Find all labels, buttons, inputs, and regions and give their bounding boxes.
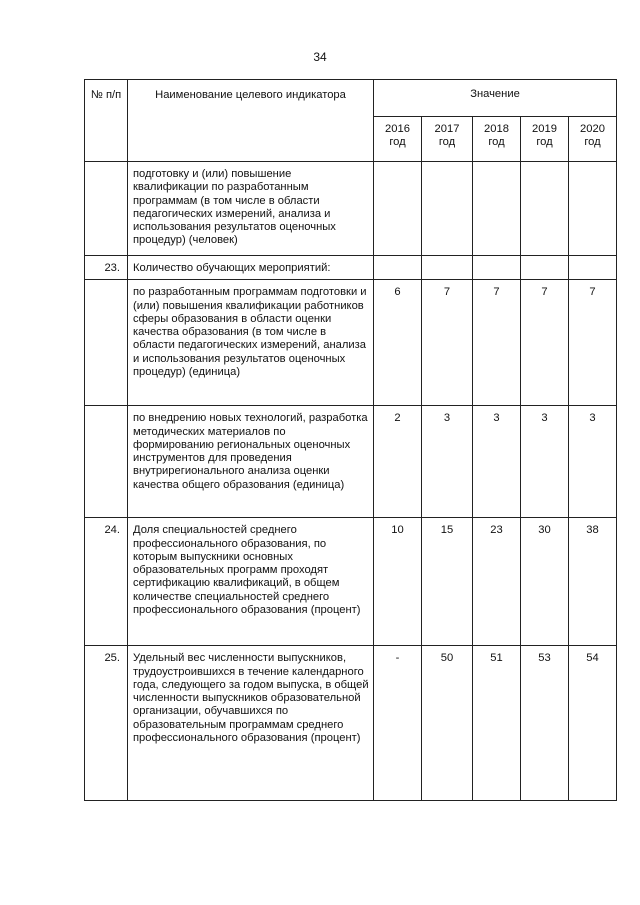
value-2018	[473, 256, 521, 280]
header-value: Значение	[374, 80, 617, 117]
value-2016: 2	[374, 406, 422, 518]
value-2018: 3	[473, 406, 521, 518]
year-label: 2016	[385, 123, 410, 135]
indicator-name: по разработанным программам подготовки и (или) повышения квалификации работников сферы образования в области оценки качества образования (в том числе в области педагогических измерений, анализа и использования результатов оценочных процедур) (единица)	[128, 280, 374, 406]
row-number: 25.	[85, 646, 128, 801]
indicator-name: по внедрению новых технологий, разработка методических материалов по формированию региональных оценочных инструментов для проведения внутрирегионального анализа оценки качества общего образования (единица)	[128, 406, 374, 518]
header-year-2020	[569, 117, 617, 162]
table-row	[85, 518, 617, 646]
table-row	[85, 162, 617, 256]
year-label: 2017	[434, 123, 460, 135]
value-2020: 38	[569, 518, 617, 646]
table-row	[85, 256, 617, 280]
row-number	[85, 162, 128, 256]
value-2019: 30	[521, 518, 569, 646]
value-2020: 54	[569, 646, 617, 801]
value-2017	[422, 162, 473, 256]
value-2018: 51	[473, 646, 521, 801]
value-2016	[374, 256, 422, 280]
year-label: 2020	[580, 123, 605, 135]
header-year-2018	[473, 117, 521, 162]
value-2020: 3	[569, 406, 617, 518]
indicator-name: Доля специальностей среднего профессионального образования, по которым выпускники основных образовательных программ проходят сертификацию квалификаций, в общем количестве специальностей среднего профессионального образования (процент)	[128, 518, 374, 646]
value-2017	[422, 256, 473, 280]
table-row	[85, 646, 617, 801]
indicator-name: Удельный вес численности выпускников, трудоустроившихся в течение календарного года, следующего за годом выпуска, в общей численности выпускников образовательной организации, обучавшихся по образовательным программам среднего профессионального образования (процент)	[128, 646, 374, 801]
header-number: № п/п	[85, 80, 128, 162]
value-2016	[374, 162, 422, 256]
row-number: 24.	[85, 518, 128, 646]
value-2019: 53	[521, 646, 569, 801]
row-number	[85, 406, 128, 518]
indicator-name: подготовку и (или) повышение квалификации по разработанным программам (в том числе в области педагогических измерений, анализа и использования результатов оценочных процедур) (человек)	[128, 162, 374, 256]
value-2018: 7	[473, 280, 521, 406]
value-2016: 10	[374, 518, 422, 646]
year-unit: год	[584, 136, 601, 148]
table-header-row	[85, 80, 617, 117]
value-2017: 15	[422, 518, 473, 646]
row-number: 23.	[85, 256, 128, 280]
year-unit: год	[488, 136, 505, 148]
row-number	[85, 280, 128, 406]
value-2019	[521, 162, 569, 256]
indicator-name: Количество обучающих мероприятий:	[128, 256, 374, 280]
year-unit: год	[536, 136, 553, 148]
year-label: 2018	[484, 123, 509, 135]
value-2017: 7	[422, 280, 473, 406]
header-year-2016	[374, 117, 422, 162]
value-2017: 50	[422, 646, 473, 801]
value-2018: 23	[473, 518, 521, 646]
year-unit: год	[389, 136, 406, 148]
year-unit: год	[438, 136, 456, 148]
value-2018	[473, 162, 521, 256]
header-year-2017	[422, 117, 473, 162]
year-label: 2019	[532, 123, 557, 135]
table-row	[85, 406, 617, 518]
page-number: 34	[313, 50, 327, 64]
value-2016: -	[374, 646, 422, 801]
table-row	[85, 280, 617, 406]
header-year-2019	[521, 117, 569, 162]
value-2016: 6	[374, 280, 422, 406]
value-2017: 3	[422, 406, 473, 518]
value-2020	[569, 256, 617, 280]
header-name: Наименование целевого индикатора	[128, 80, 374, 162]
value-2020: 7	[569, 280, 617, 406]
value-2020	[569, 162, 617, 256]
value-2019: 3	[521, 406, 569, 518]
value-2019	[521, 256, 569, 280]
value-2019: 7	[521, 280, 569, 406]
indicators-table	[84, 79, 617, 801]
